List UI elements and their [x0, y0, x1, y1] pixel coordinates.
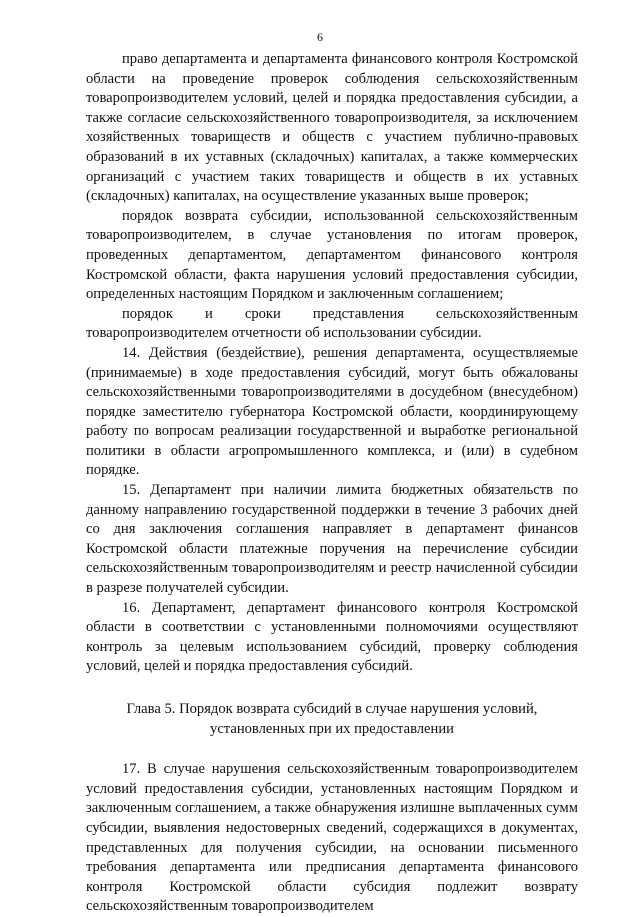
chapter-heading-line-1: Глава 5. Порядок возврата субсидий в случае нарушения условий,: [126, 701, 538, 717]
paragraph-reporting-procedure: порядок и сроки представления сельскохозяйственным товаропроизводителем отчетности об использовании субсидии.: [86, 305, 578, 342]
chapter-heading-line-2: установленных при их предоставлении: [210, 720, 454, 737]
document-body: [86, 50, 578, 917]
paragraph-16: 16. Департамент, департамент финансового контроля Костромской области в соответствии с установленными полномочиями осуществляют контроль за целевым использованием субсидий, проверку соблюдения условий, целей и порядка предоставления субсидий.: [86, 599, 578, 675]
paragraph-15: 15. Департамент при наличии лимита бюджетных обязательств по данному направлению государственной поддержки в течение 3 рабочих дней со дня заключения соглашения направляет в департамент финансов Костромской области платежные поручения на перечисление субсидии сельскохозяйственным товаропроизводителям и реестр начисленной субсидии в разрезе получателей субсидии.: [86, 482, 578, 597]
paragraph-refund-procedure: порядок возврата субсидии, использованной сельскохозяйственным товаропроизводителем, в случае установления по итогам проверок, проведенных департаментом, департаментом финансового контроля Костромской области, факта нарушения условий предоставления субсидии, определенных настоящим Порядком и заключенным соглашением;: [86, 207, 578, 303]
paragraph-14: 14. Действия (бездействие), решения департамента, осуществляемые (принимаемые) в ходе предоставления субсидий, могут быть обжалованы сельскохозяйственными товаропроизводителями в досудебном (внесудебном) порядке заместителю губернатора Костромской области, координирующему работу по вопросам реализации государственной и выработке региональной политики в области агропромышленного комплекса, и (или) в судебном порядке.: [86, 344, 578, 479]
paragraph-17: 17. В случае нарушения сельскохозяйственным товаропроизводителем условий предоставления субсидии, установленных настоящим Порядком и заключенным соглашением, а также обнаружения излишне выплаченных сумм субсидии, выявления недостоверных сведений, содержащихся в документах, представленных для получения субсидии, на основании письменного требования департамента или предписания департамента финансового контроля Костромской области субсидия подлежит возврату сельскохозяйственным товаропроизводителем: [86, 761, 578, 915]
page-number: 6: [317, 30, 323, 44]
chapter-5-heading: [86, 700, 578, 739]
paragraph-inspection-consent: право департамента и департамента финансового контроля Костромской области на проведение проверок соблюдения сельскохозяйственным товаропроизводителем условий, целей и порядка предоставления субсидии, а также согласие сельскохозяйственного товаропроизводителя, за исключением хозяйственных товариществ и обществ с участием публично-правовых образований в их уставных (складочных) капиталах, а также коммерческих организаций с участием таких товариществ и обществ в их уставных (складочных) капиталах, на осуществление указанных выше проверок;: [86, 51, 578, 205]
